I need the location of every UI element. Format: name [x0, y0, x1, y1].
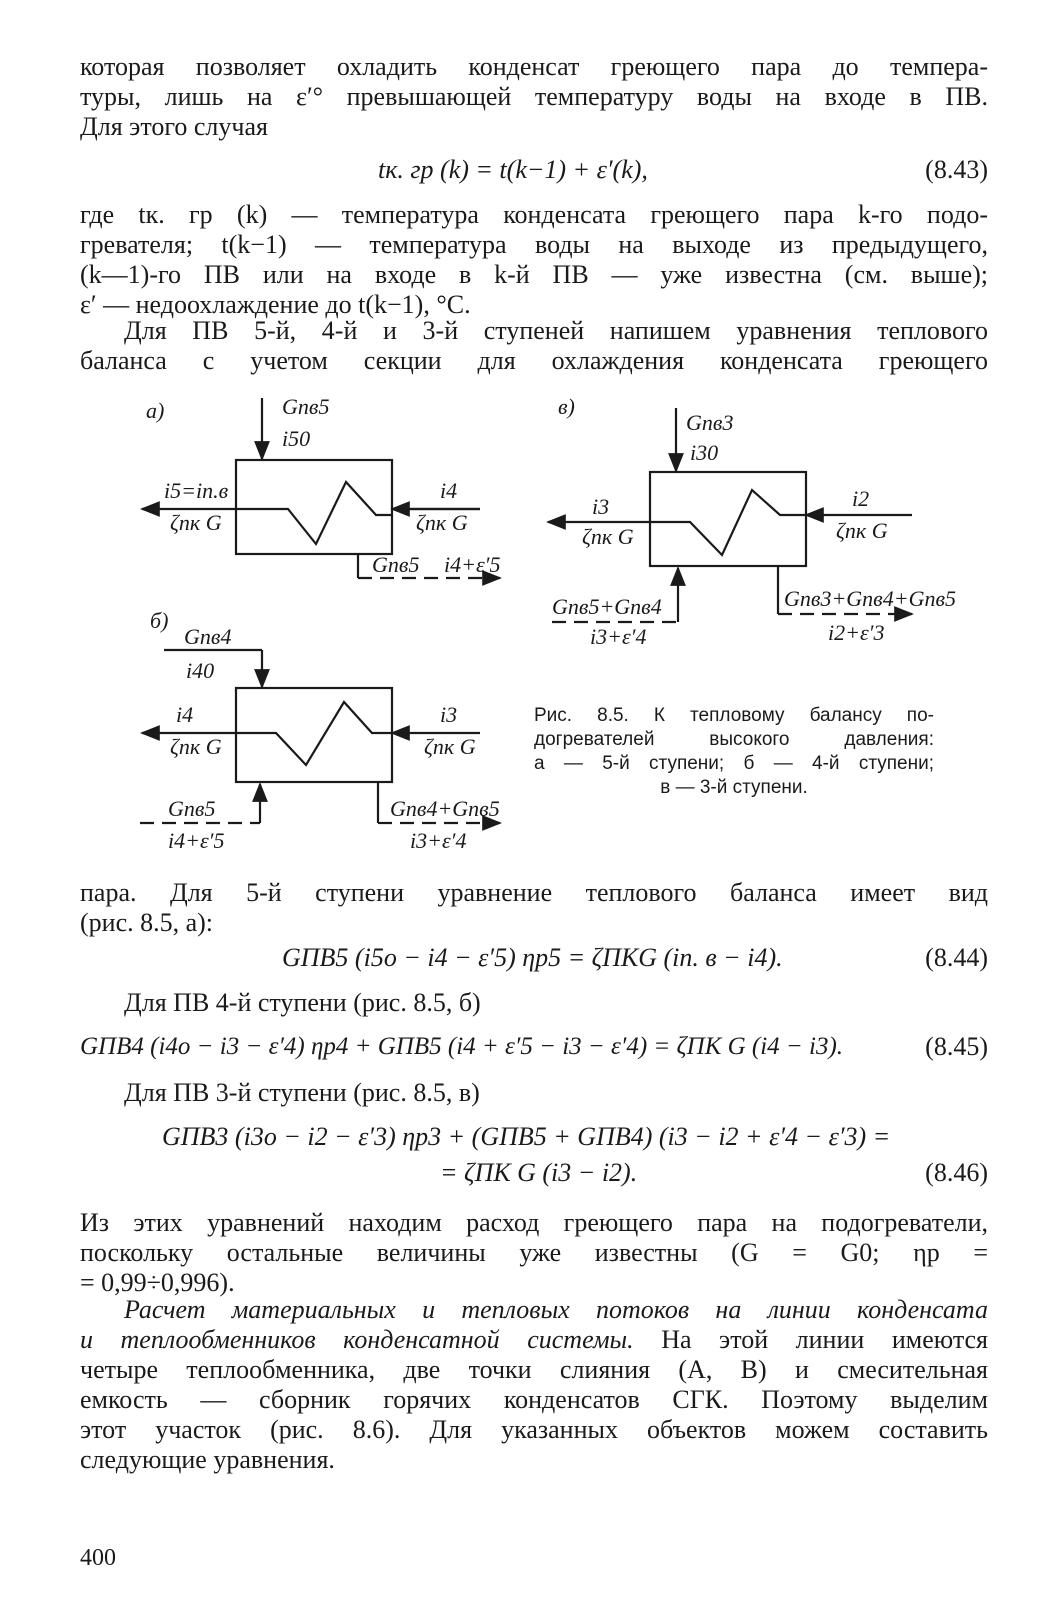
figure-caption — [534, 704, 934, 800]
caption-line: Рис. 8.5. К тепловому балансу по- — [534, 705, 934, 726]
page-number: 400 — [80, 1545, 116, 1571]
paragraph-7 — [80, 1208, 988, 1298]
text-line: (рис. 8.5, а): — [80, 908, 214, 937]
text-line: емкость — сборник горячих конденсатов СГК. Поэтому выделим — [80, 1385, 988, 1414]
equation-8-45: GПВ4 (i4o − i3 − ε′4) ηр4 + GПВ5 (i4 + ε′5 − i3 − ε′4) = ζПК G (i4 − i3). — [80, 1033, 844, 1060]
text-line: Для ПВ 5-й, 4-й и 3-й ступеней напишем уравнения теплового — [124, 316, 988, 345]
equation-8-43: tк. гр (k) = t(k−1) + ε′(k), — [378, 155, 648, 184]
text-line: пара. Для 5-й ступени уравнение теплового баланса имеет вид — [80, 878, 988, 907]
panel-a-left-enthalpy: i5=iп.в — [164, 478, 229, 503]
text-line: = 0,99÷0,996). — [80, 1268, 235, 1297]
text-line: ε′ — недоохлаждение до t(k−1), °С. — [80, 290, 471, 319]
panel-v-left-flow: ζпк G — [582, 524, 634, 549]
paragraph-1 — [80, 52, 988, 142]
paragraph-5 — [124, 988, 1032, 1018]
panel-b-left-enthalpy: i4 — [176, 702, 194, 727]
panel-a-top-enthalpy: i50 — [282, 426, 311, 451]
equation-8-46-line1: GПВ3 (i3o − i2 − ε′3) ηр3 + (GПВ5 + GПВ4) (i3 − i2 + ε′4 − ε′3) = — [162, 1122, 891, 1151]
panel-v-bottom-out-enthalpy: i2+ε′3 — [828, 620, 885, 645]
paragraph-8 — [80, 1295, 988, 1475]
panel-b-right-enthalpy: i3 — [440, 702, 458, 727]
panel-v-top-enthalpy: i30 — [690, 440, 719, 465]
panel-v-right-flow: ζпк G — [836, 518, 888, 543]
panel-b-bottom-out-flow: Gпв4+Gпв5 — [390, 796, 500, 821]
paragraph-2 — [80, 200, 988, 320]
panel-b-right-flow: ζпк G — [424, 734, 476, 759]
plain-run: На этой линии имеются — [661, 1325, 988, 1354]
equation-number: (8.44) — [925, 943, 988, 972]
italic-run: и теплообменников конденсатной системы. — [80, 1325, 634, 1354]
text-line: (k—1)-го ПВ или на входе в k-й ПВ — уже известна (см. выше); — [80, 260, 988, 289]
equation-number: (8.45) — [925, 1032, 988, 1061]
text-line-italic: Расчет материальных и тепловых потоков на линии конденсата — [124, 1295, 988, 1324]
panel-b-top-enthalpy: i40 — [186, 658, 215, 683]
panel-b-top-flow: Gпв4 — [184, 624, 232, 649]
text-line: поскольку остальные величины уже известны (G = G0; ηр = — [80, 1238, 988, 1267]
text-line: туры, лишь на ε′° превышающей температуру воды на входе в ПВ. — [80, 82, 988, 111]
text-line: гревателя; t(k−1) — температура воды на выходе из предыдущего, — [80, 230, 988, 259]
text-line: баланса с учетом секции для охлаждения конденсата греющего — [80, 346, 988, 375]
caption-line: догревателей высокого давления: — [534, 729, 934, 750]
panel-a-letter: а) — [146, 398, 165, 423]
panel-a-left-flow: ζпк G — [170, 510, 222, 535]
panel-a-bottom-flow: Gпв5 — [372, 552, 420, 577]
panel-a-right-flow: ζпк G — [416, 510, 468, 535]
panel-b-letter: б) — [150, 608, 169, 633]
panel-v-top-flow: Gпв3 — [686, 410, 734, 435]
panel-v-bottom-in-flow: Gпв5+Gпв4 — [552, 594, 662, 619]
panel-a-top-flow: Gпв5 — [282, 394, 330, 419]
panel-v-left-enthalpy: i3 — [592, 494, 610, 519]
panel-b-bottom-out-enthalpy: i3+ε′4 — [410, 828, 467, 853]
equation-8-44: GПВ5 (i5o − i4 − ε′5) ηр5 = ζПКG (iп. в − i4). — [282, 943, 783, 972]
text-line: где tк. гр (k) — температура конденсата греющего пара k-го подо- — [80, 200, 988, 229]
text-line: четыре теплообменника, две точки слияния (A, B) и смесительная — [80, 1355, 988, 1384]
text-line: следующие уравнения. — [80, 1445, 335, 1474]
text-line: Из этих уравнений находим расход греющего пара на подогреватели, — [80, 1208, 988, 1237]
caption-line: в — 3-й ступени. — [660, 777, 808, 798]
text-line: Для ПВ 4-й ступени (рис. 8.5, б) — [124, 988, 481, 1017]
panel-v-bottom-in-enthalpy: i3+ε′4 — [590, 624, 647, 649]
paragraph-6 — [124, 1078, 1032, 1108]
paragraph-3 — [80, 316, 988, 376]
equation-number: (8.46) — [925, 1158, 988, 1187]
panel-a-bottom-enthalpy: i4+ε′5 — [444, 552, 501, 577]
text-line: Для этого случая — [80, 112, 268, 141]
text-line: которая позволяет охладить конденсат греющего пара до темпера- — [80, 52, 988, 81]
panel-a-right-enthalpy: i4 — [440, 478, 458, 503]
equation-number: (8.43) — [925, 155, 988, 184]
panel-v-letter: в) — [558, 394, 575, 419]
paragraph-4 — [80, 878, 988, 938]
panel-b-left-flow: ζпк G — [170, 734, 222, 759]
text-line: Для ПВ 3-й ступени (рис. 8.5, в) — [124, 1078, 480, 1107]
equation-8-46-line2: = ζПК G (i3 − i2). — [440, 1158, 638, 1187]
panel-v-bottom-out-flow: Gпв3+Gпв4+Gпв5 — [784, 586, 957, 611]
panel-v-right-enthalpy: i2 — [852, 486, 870, 511]
text-line: этот участок (рис. 8.6). Для указанных объектов можем составить — [80, 1415, 988, 1444]
panel-b-bottom-in-enthalpy: i4+ε′5 — [168, 828, 225, 853]
caption-line: а — 5-й ступени; б — 4-й ступени; — [534, 753, 934, 774]
panel-b-bottom-in-flow: Gпв5 — [168, 796, 216, 821]
text-line — [80, 1325, 988, 1355]
